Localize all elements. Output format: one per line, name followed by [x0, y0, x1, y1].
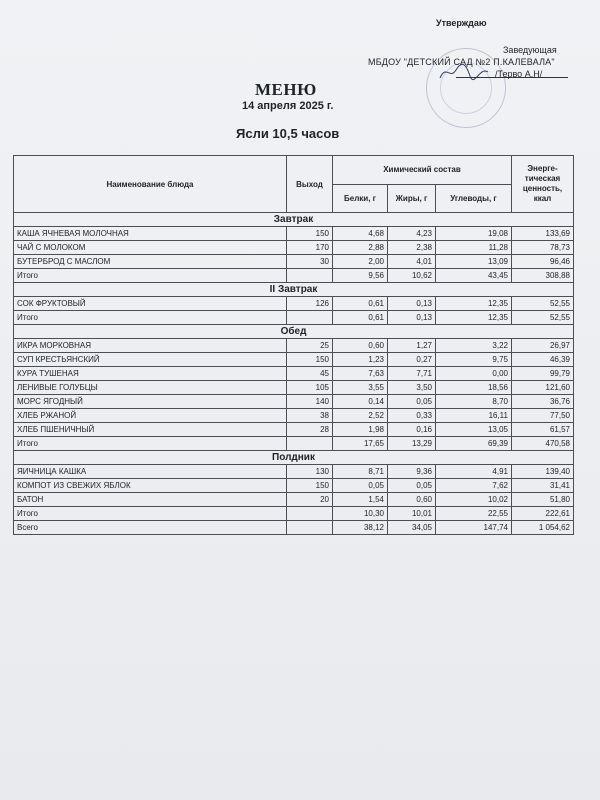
dish-fat: 1,27	[388, 339, 436, 353]
dish-protein: 2,52	[333, 409, 388, 423]
dish-fat: 0,27	[388, 353, 436, 367]
total-kcal: 470,58	[512, 437, 574, 451]
dish-kcal: 61,57	[512, 423, 574, 437]
grand-total	[14, 521, 574, 535]
dish-yield: 126	[287, 297, 333, 311]
dish-protein: 0,05	[333, 479, 388, 493]
organization-name: МБДОУ "ДЕТСКИЙ САД №2 П.КАЛЕВАЛА"	[368, 57, 555, 67]
lunch-total	[14, 437, 574, 451]
dish-name: БУТЕРБРОД С МАСЛОМ	[14, 255, 287, 269]
table-row	[14, 423, 574, 437]
breakfast-total	[14, 269, 574, 283]
dish-protein: 3,55	[333, 381, 388, 395]
dish-kcal: 46,39	[512, 353, 574, 367]
dish-name: КУРА ТУШЕНАЯ	[14, 367, 287, 381]
signatory-name: /Терво А.Н/	[495, 69, 543, 79]
grand-total-label: Всего	[14, 521, 287, 535]
dish-name: ЧАЙ С МОЛОКОМ	[14, 241, 287, 255]
table-row	[14, 339, 574, 353]
total-fat: 10,62	[388, 269, 436, 283]
dish-kcal: 52,55	[512, 297, 574, 311]
dish-fat: 9,36	[388, 465, 436, 479]
breakfast2-rows	[14, 297, 574, 311]
col-protein-header: Белки, г	[333, 184, 388, 213]
dish-kcal: 99,79	[512, 367, 574, 381]
dish-carbs: 18,56	[436, 381, 512, 395]
dish-yield: 28	[287, 423, 333, 437]
dish-kcal: 31,41	[512, 479, 574, 493]
signature-mark	[436, 60, 496, 84]
dish-carbs: 10,02	[436, 493, 512, 507]
dish-protein: 1,23	[333, 353, 388, 367]
total-protein: 9,56	[333, 269, 388, 283]
dish-yield: 105	[287, 381, 333, 395]
menu-group: Ясли 10,5 часов	[236, 126, 340, 141]
dish-name: КАША ЯЧНЕВАЯ МОЛОЧНАЯ	[14, 227, 287, 241]
dish-name: ЯИЧНИЦА КАШКА	[14, 465, 287, 479]
dish-yield: 25	[287, 339, 333, 353]
table-row	[14, 381, 574, 395]
dish-kcal: 139,40	[512, 465, 574, 479]
table-row	[14, 395, 574, 409]
col-dish-header: Наименование блюда	[14, 156, 287, 213]
dish-yield: 150	[287, 479, 333, 493]
section-snack: Полдник	[14, 451, 574, 465]
total-fat: 13,29	[388, 437, 436, 451]
total-carbs: 69,39	[436, 437, 512, 451]
page-title: МЕНЮ	[255, 80, 317, 99]
total-label: Итого	[14, 507, 287, 521]
dish-protein: 8,71	[333, 465, 388, 479]
dish-yield: 150	[287, 353, 333, 367]
breakfast-rows	[14, 227, 574, 269]
total-carbs: 43,45	[436, 269, 512, 283]
dish-carbs: 12,35	[436, 297, 512, 311]
dish-kcal: 121,60	[512, 381, 574, 395]
col-carbs-header: Углеводы, г	[436, 184, 512, 213]
dish-carbs: 11,28	[436, 241, 512, 255]
menu-date: 14 апреля 2025 г.	[242, 100, 334, 112]
dish-name: ХЛЕБ ПШЕНИЧНЫЙ	[14, 423, 287, 437]
grand-total-fat: 34,05	[388, 521, 436, 535]
dish-protein: 7,63	[333, 367, 388, 381]
dish-protein: 2,00	[333, 255, 388, 269]
total-protein: 0,61	[333, 311, 388, 325]
total-carbs: 22,55	[436, 507, 512, 521]
dish-protein: 0,60	[333, 339, 388, 353]
dish-carbs: 4,91	[436, 465, 512, 479]
dish-name: БАТОН	[14, 493, 287, 507]
dish-fat: 2,38	[388, 241, 436, 255]
dish-carbs: 8,70	[436, 395, 512, 409]
dish-carbs: 13,09	[436, 255, 512, 269]
menu-table	[13, 155, 574, 535]
total-label: Итого	[14, 311, 287, 325]
dish-yield: 45	[287, 367, 333, 381]
dish-fat: 7,71	[388, 367, 436, 381]
dish-name: ИКРА МОРКОВНАЯ	[14, 339, 287, 353]
total-fat: 10,01	[388, 507, 436, 521]
dish-yield: 150	[287, 227, 333, 241]
dish-fat: 0,05	[388, 479, 436, 493]
dish-yield: 20	[287, 493, 333, 507]
dish-name: ЛЕНИВЫЕ ГОЛУБЦЫ	[14, 381, 287, 395]
dish-fat: 4,23	[388, 227, 436, 241]
dish-carbs: 19,08	[436, 227, 512, 241]
table-row	[14, 479, 574, 493]
dish-yield: 170	[287, 241, 333, 255]
grand-total-kcal: 1 054,62	[512, 521, 574, 535]
table-row	[14, 353, 574, 367]
table-row	[14, 255, 574, 269]
grand-total-carbs: 147,74	[436, 521, 512, 535]
dish-carbs: 16,11	[436, 409, 512, 423]
total-kcal: 52,55	[512, 311, 574, 325]
dish-name: СОК ФРУКТОВЫЙ	[14, 297, 287, 311]
dish-kcal: 36,76	[512, 395, 574, 409]
dish-name: МОРС ЯГОДНЫЙ	[14, 395, 287, 409]
dish-kcal: 133,69	[512, 227, 574, 241]
dish-protein: 1,98	[333, 423, 388, 437]
section-breakfast: Завтрак	[14, 213, 574, 227]
col-yield-header: Выход	[287, 156, 333, 213]
total-label: Итого	[14, 437, 287, 451]
snack-total	[14, 507, 574, 521]
total-kcal: 308,88	[512, 269, 574, 283]
table-row	[14, 409, 574, 423]
lunch-rows	[14, 339, 574, 437]
dish-carbs: 3,22	[436, 339, 512, 353]
dish-fat: 0,13	[388, 297, 436, 311]
total-carbs: 12,35	[436, 311, 512, 325]
table-row	[14, 367, 574, 381]
dish-name: КОМПОТ ИЗ СВЕЖИХ ЯБЛОК	[14, 479, 287, 493]
dish-carbs: 0,00	[436, 367, 512, 381]
approve-label: Утверждаю	[436, 18, 487, 28]
dish-yield: 38	[287, 409, 333, 423]
dish-protein: 4,68	[333, 227, 388, 241]
dish-carbs: 9,75	[436, 353, 512, 367]
position-title: Заведующая	[503, 45, 557, 55]
dish-kcal: 51,80	[512, 493, 574, 507]
col-energy-header: Энерге-тическая ценность, ккал	[512, 156, 574, 213]
dish-kcal: 96,46	[512, 255, 574, 269]
dish-kcal: 26,97	[512, 339, 574, 353]
snack-rows	[14, 465, 574, 507]
total-protein: 10,30	[333, 507, 388, 521]
dish-yield: 30	[287, 255, 333, 269]
dish-fat: 4,01	[388, 255, 436, 269]
dish-fat: 0,60	[388, 493, 436, 507]
dish-name: СУП КРЕСТЬЯНСКИЙ	[14, 353, 287, 367]
dish-carbs: 13,05	[436, 423, 512, 437]
dish-protein: 0,61	[333, 297, 388, 311]
dish-yield: 130	[287, 465, 333, 479]
breakfast2-total	[14, 311, 574, 325]
col-chem-header: Химический состав	[333, 156, 512, 185]
dish-fat: 3,50	[388, 381, 436, 395]
dish-fat: 0,33	[388, 409, 436, 423]
dish-kcal: 78,73	[512, 241, 574, 255]
col-fat-header: Жиры, г	[388, 184, 436, 213]
table-row	[14, 465, 574, 479]
table-row	[14, 493, 574, 507]
grand-total-protein: 38,12	[333, 521, 388, 535]
dish-kcal: 77,50	[512, 409, 574, 423]
table-row	[14, 241, 574, 255]
total-kcal: 222,61	[512, 507, 574, 521]
dish-carbs: 7,62	[436, 479, 512, 493]
section-lunch: Обед	[14, 325, 574, 339]
table-row	[14, 297, 574, 311]
total-fat: 0,13	[388, 311, 436, 325]
total-label: Итого	[14, 269, 287, 283]
dish-yield: 140	[287, 395, 333, 409]
total-protein: 17,65	[333, 437, 388, 451]
dish-protein: 2,88	[333, 241, 388, 255]
dish-protein: 0,14	[333, 395, 388, 409]
dish-fat: 0,16	[388, 423, 436, 437]
dish-fat: 0,05	[388, 395, 436, 409]
table-row	[14, 227, 574, 241]
dish-name: ХЛЕБ РЖАНОЙ	[14, 409, 287, 423]
dish-protein: 1,54	[333, 493, 388, 507]
section-breakfast2: II Завтрак	[14, 283, 574, 297]
